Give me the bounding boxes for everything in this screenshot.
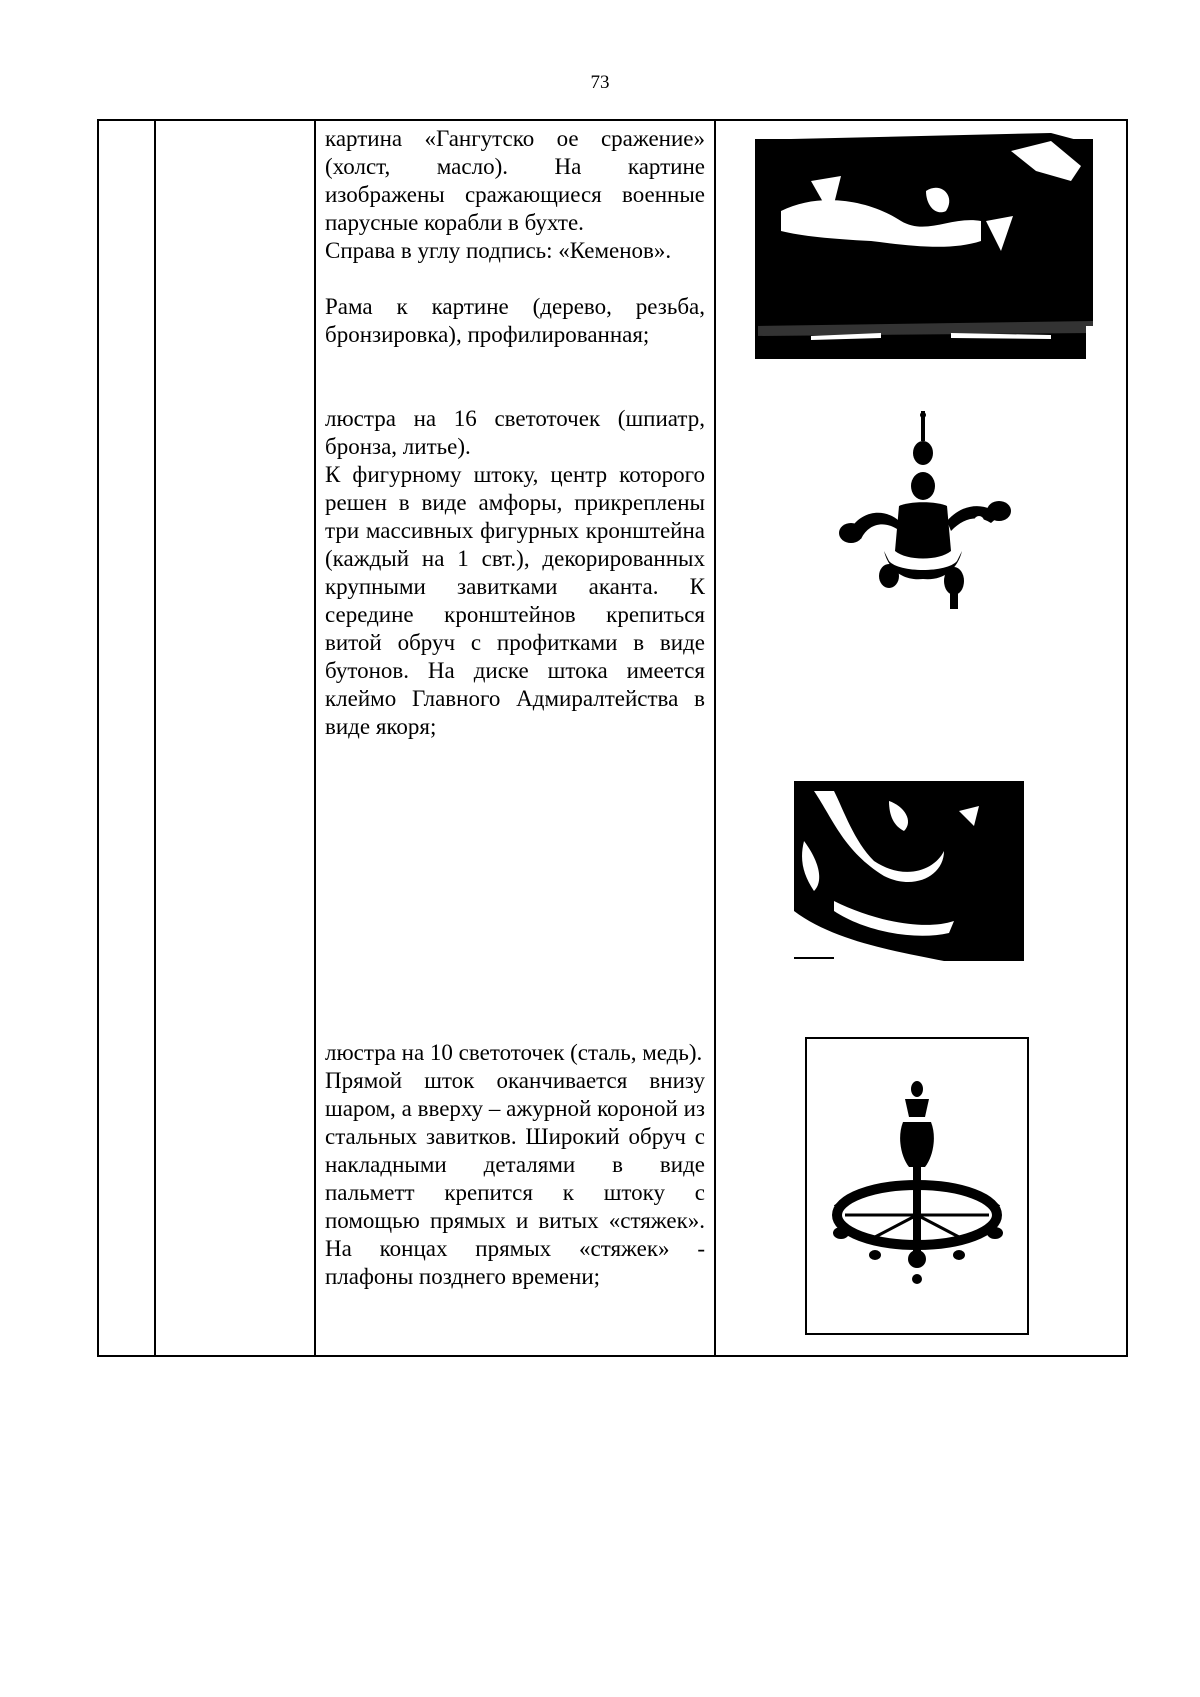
column-divider [714, 121, 716, 1355]
chandelier-detail-photo [794, 781, 1024, 966]
inventory-table [97, 119, 1128, 1357]
column-divider [154, 121, 156, 1355]
chandelier-10-photo [805, 1037, 1029, 1335]
description-chandelier-16 [325, 405, 705, 741]
paragraph: Справа в углу подпись: «Кеменов». [325, 238, 672, 263]
paragraph: Прямой шток оканчивается внизу шаром, а вверху – ажурной короной из стальных завитков. Широкий обруч с накладными деталями в виде пальметт крепится к штоку с помощью прямых и витых «стяжек». На концах прямых «стяжек» - плафоны позднего времени; [325, 1068, 705, 1289]
paragraph: картина «Гангутско ое сражение» (холст, масло). На картине изображены сражающиеся военные парусные корабли в бухте. [325, 126, 705, 235]
paragraph: Рама к картине (дерево, резьба, бронзировка), профилированная; [325, 294, 705, 347]
paragraph: люстра на 16 светоточек (шпиатр, бронза, литье). [325, 406, 705, 459]
description-painting [325, 125, 705, 349]
painting-photo [751, 121, 1097, 361]
page-number: 73 [590, 72, 610, 93]
paragraph: К фигурному штоку, центр которого решен в виде амфоры, прикреплены три массивных фигурных кронштейна (каждый на 1 свт.), декорированных крупными завитками аканта. К середине кронштейнов крепиться витой обруч с профитками в виде бутонов. На диске штока имеется клеймо Главного Адмиралтейства в виде якоря; [325, 462, 705, 739]
blank-line [325, 265, 705, 293]
paragraph: люстра на 10 светоточек (сталь, медь). [325, 1040, 703, 1065]
chandelier-16-photo [829, 411, 1019, 616]
column-divider [314, 121, 316, 1355]
description-chandelier-10 [325, 1039, 705, 1291]
